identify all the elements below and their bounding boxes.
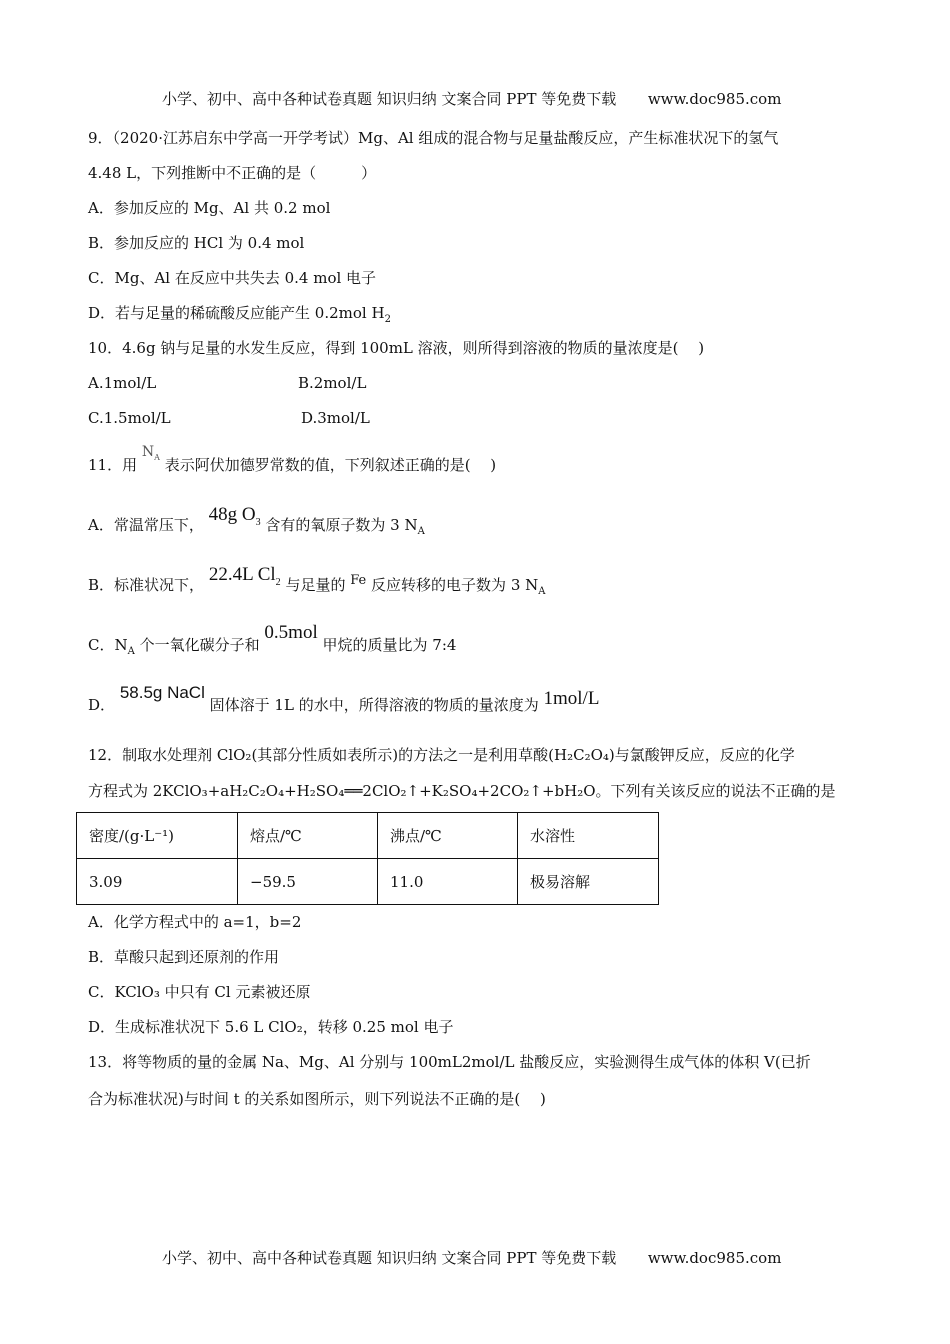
q9-option-d-text: D．若与足量的稀硫酸反应能产生 0.2mol H <box>88 304 385 322</box>
q11-b-label: B．标准状况下， <box>88 576 205 594</box>
q11-d-text: 固体溶于 1L 的水中，所得溶液的物质的量浓度为 <box>209 696 539 714</box>
q9-option-c: C．Mg、Al 在反应中共失去 0.4 mol 电子 <box>88 269 377 287</box>
header-text: 小学、初中、高中各种试卷真题 知识归纳 文案合同 PPT 等免费下载 <box>162 90 617 108</box>
q10-option-b: B.2mol/L <box>298 374 367 392</box>
q11-c-mid: 个一氧化碳分子和 <box>139 636 260 654</box>
q13-stem-line2: 合为标准状况)与时间 t 的关系如图所示，则下列说法不正确的是( ) <box>88 1090 546 1108</box>
q11-b-text-sub: A <box>538 586 546 597</box>
q11-c-text: 甲烷的质量比为 7:4 <box>322 636 457 654</box>
table-cell: −59.5 <box>238 859 378 905</box>
q11-option-d <box>88 683 600 715</box>
q10-option-c: C.1.5mol/L <box>88 409 171 427</box>
q12-option-b: B．草酸只起到还原剂的作用 <box>88 948 280 966</box>
q11-c-label-sub: A <box>127 646 135 657</box>
q12-stem-line2: 方程式为 2KClO₃+aH₂C₂O₄+H₂SO₄══2ClO₂↑+K₂SO₄+2CO₂↑+bH₂O。下列有关该反应的说法不正确的是 <box>88 782 836 800</box>
table-header-cell: 熔点/℃ <box>238 813 378 859</box>
q9-stem-line1: 9．（2020·江苏启东中学高一开学考试）Mg、Al 组成的混合物与足量盐酸反应，产生标准状况下的氢气 <box>88 129 779 147</box>
q11-option-b <box>88 564 546 603</box>
table-header-cell: 密度/(g·L⁻¹) <box>77 813 238 859</box>
q12-stem-line1: 12．制取水处理剂 ClO₂(其部分性质如表所示)的方法之一是利用草酸(H₂C₂O₄)与氯酸钾反应，反应的化学 <box>88 746 795 764</box>
q11-option-c <box>88 622 457 662</box>
properties-table <box>76 812 659 905</box>
table-row <box>77 859 659 905</box>
table-cell: 极易溶解 <box>518 859 659 905</box>
q10-option-a: A.1mol/L <box>88 374 157 392</box>
table-header-cell: 沸点/℃ <box>378 813 518 859</box>
q11-stem-pre: 11．用 <box>88 456 138 474</box>
q11-na-symbol: $N_A$ <box>141 444 160 462</box>
q12-option-c: C．KClO₃ 中只有 Cl 元素被还原 <box>88 983 311 1001</box>
q9-option-d-sub: 2 <box>384 314 391 325</box>
q11-a-text-sub: A <box>417 526 425 537</box>
page-header <box>162 88 781 109</box>
q11-d-formula: 58.5g NaCl <box>119 683 205 702</box>
q11-stem <box>88 444 497 482</box>
q11-b-text: 反应转移的电子数为 3 N <box>371 576 539 594</box>
q11-stem-post: 表示阿伏加德罗常数的值，下列叙述正确的是( ) <box>164 456 497 474</box>
q11-b-mid: 与足量的 <box>285 576 346 594</box>
q11-a-formula: 48g $O_3$ <box>208 504 261 528</box>
q9-option-d <box>88 303 391 330</box>
table-cell: 3.09 <box>77 859 238 905</box>
q11-c-label: C．N <box>88 636 128 654</box>
q11-b-formula: 22.4L $Cl_2$ <box>208 564 281 588</box>
q9-option-a: A．参加反应的 Mg、Al 共 0.2 mol <box>88 199 331 217</box>
table-header-cell: 水溶性 <box>518 813 659 859</box>
q13-stem-line1: 13．将等物质的量的金属 Na、Mg、Al 分别与 100mL2mol/L 盐酸反应，实验测得生成气体的体积 V(已折 <box>88 1053 811 1071</box>
q11-a-text: 含有的氧原子数为 3 N <box>265 516 418 534</box>
q11-d-conc: 1mol/L <box>543 688 600 709</box>
q11-d-label: D． <box>88 696 116 714</box>
footer-url: www.doc985.com <box>647 1249 782 1267</box>
q11-a-label: A．常温常压下， <box>88 516 204 534</box>
q11-c-formula: 0.5mol <box>264 622 318 643</box>
q9-option-b: B．参加反应的 HCl 为 0.4 mol <box>88 234 305 252</box>
q10-stem: 10．4.6g 钠与足量的水发生反应，得到 100mL 溶液，则所得到溶液的物质的量浓度是( ) <box>88 339 705 357</box>
table-header-row <box>77 813 659 859</box>
q11-b-fe: Fe <box>350 573 367 588</box>
page-footer <box>162 1247 781 1268</box>
q11-option-a <box>88 504 425 543</box>
q9-stem-line2: 4.48 L，下列推断中不正确的是（ ） <box>88 164 377 182</box>
q10-option-d: D.3mol/L <box>301 409 370 427</box>
q12-option-a: A．化学方程式中的 a=1，b=2 <box>88 913 302 931</box>
table-cell: 11.0 <box>378 859 518 905</box>
header-url: www.doc985.com <box>647 90 782 108</box>
q12-option-d: D．生成标准状况下 5.6 L ClO₂，转移 0.25 mol 电子 <box>88 1018 454 1036</box>
footer-text: 小学、初中、高中各种试卷真题 知识归纳 文案合同 PPT 等免费下载 <box>162 1249 617 1267</box>
